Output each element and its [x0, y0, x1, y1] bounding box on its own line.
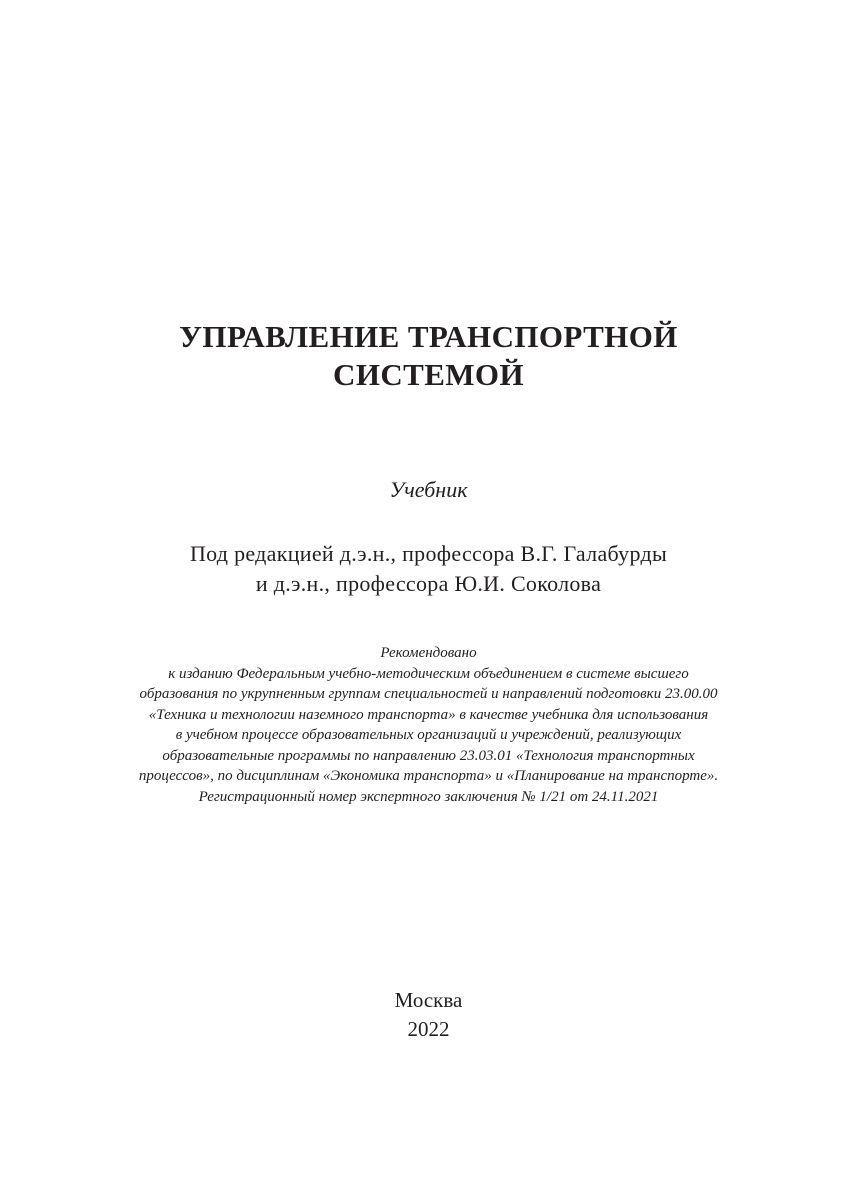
- recommendation-line: образования по укрупненным группам специальностей и направлений подготовки 23.00.00: [139, 686, 718, 702]
- book-title-line-2: СИСТЕМОЙ: [333, 357, 524, 392]
- recommendation-line: образовательные программы по направлению 23.03.01 «Технология транспортных: [162, 747, 695, 764]
- editors-line-2: и д.э.н., профессора Ю.И. Соколова: [255, 571, 602, 596]
- editors-block: [0, 539, 857, 599]
- book-title-line-1: УПРАВЛЕНИЕ ТРАНСПОРТНОЙ: [179, 319, 678, 354]
- recommendation-line: в учебном процессе образовательных организаций и учреждений, реализующих: [175, 727, 682, 743]
- recommendation-block: [0, 643, 857, 807]
- book-title: [0, 318, 857, 394]
- editors-line-1: Под редакцией д.э.н., профессора В.Г. Галабурды: [189, 541, 668, 566]
- imprint-city: Москва: [394, 988, 463, 1012]
- imprint-year: 2022: [407, 1017, 450, 1041]
- recommendation-line: к изданию Федеральным учебно-методическим объединением в системе высшего: [168, 665, 689, 682]
- recommendation-line: Рекомендовано: [380, 645, 477, 661]
- recommendation-line: Регистрационный номер экспертного заключения № 1/21 от 24.11.2021: [198, 788, 659, 805]
- book-type: Учебник: [389, 477, 468, 502]
- imprint-block: [0, 986, 857, 1044]
- recommendation-line: процессов», по дисциплинам «Экономика транспорта» и «Планирование на транспорте».: [138, 768, 719, 784]
- recommendation-line: «Техника и технологии наземного транспорта» в качестве учебника для использования: [148, 706, 709, 723]
